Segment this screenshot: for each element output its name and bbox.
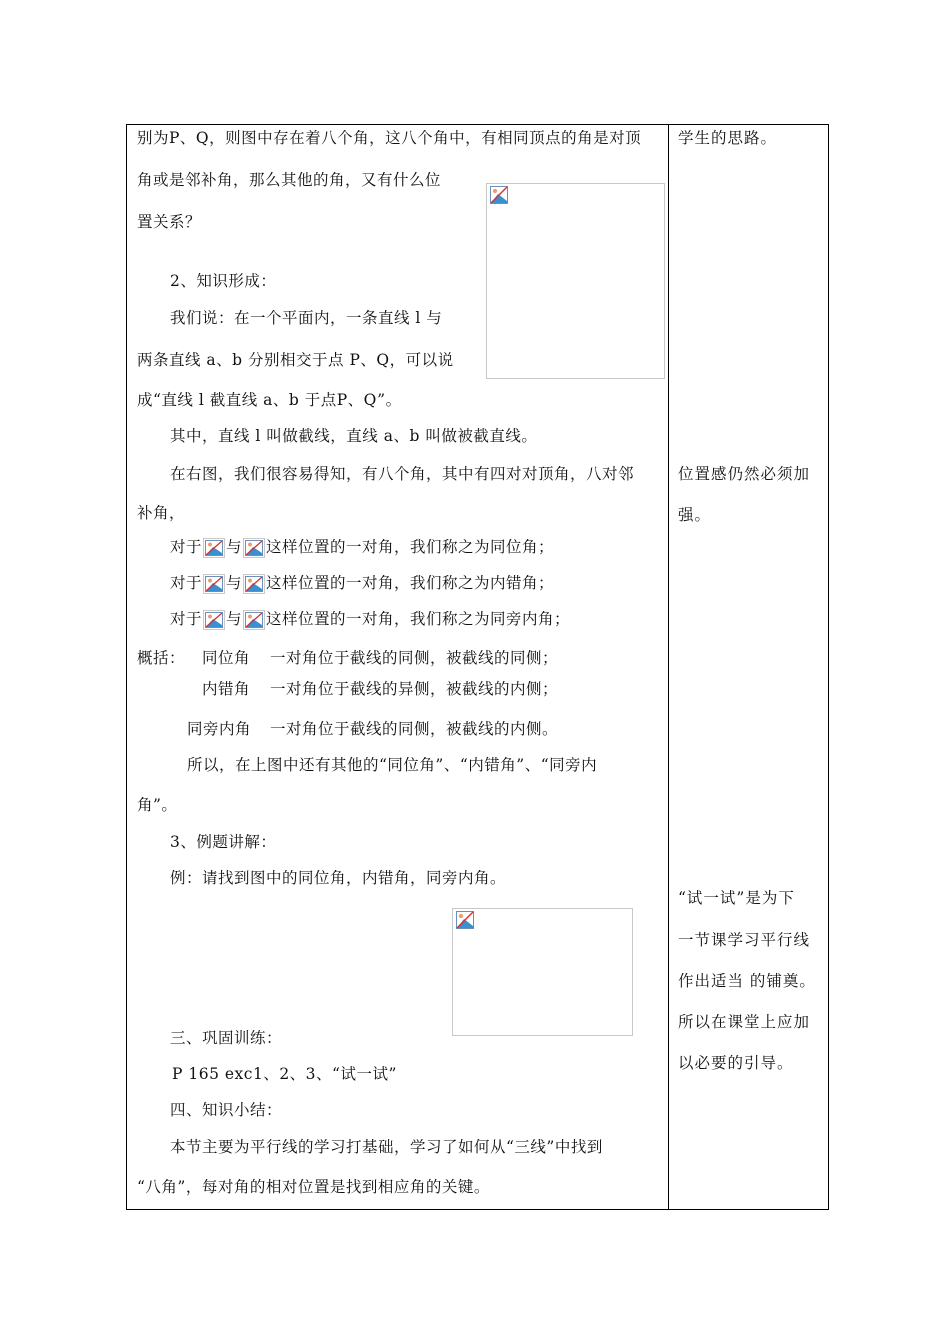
among-line: 其中，直线 l 叫做截线，直线 a、b 叫做被截直线。	[170, 427, 538, 445]
summary-term-alternate: 内错角	[202, 680, 251, 698]
so-line-2: 角”。	[137, 796, 178, 814]
side-note-2-line-2: 强。	[678, 506, 712, 524]
section-three-title: 三、巩固训练：	[170, 1029, 283, 1047]
pair-row-interior	[170, 609, 570, 630]
side-note-3-line-2: 一节课学习平行线	[678, 931, 811, 949]
conclusion-line-1: 本节主要为平行线的学习打基础，学习了如何从“三线”中找到	[170, 1138, 603, 1156]
diagram-image-1	[486, 183, 665, 379]
angle-image-icon	[243, 574, 265, 594]
broken-image-icon	[490, 186, 508, 204]
pair-suffix-interior: 这样位置的一对角，我们称之为同旁内角；	[266, 610, 571, 628]
exercise-line: P 165 exc1、2、3、“试一试”	[172, 1065, 397, 1083]
pair-and: 与	[226, 538, 243, 556]
angle-image-icon	[243, 538, 265, 558]
right-figure-line-1: 在右图，我们很容易得知，有八个角，其中有四对对顶角，八对邻	[170, 465, 635, 483]
diagram-image-2	[452, 908, 633, 1036]
side-note-1: 学生的思路。	[678, 129, 778, 147]
pair-and: 与	[226, 574, 243, 592]
summary-label: 概括：	[137, 649, 186, 667]
summary-desc-corresponding: 一对角位于截线的同侧，被截线的同侧；	[270, 649, 559, 667]
pair-prefix: 对于	[170, 610, 203, 628]
side-note-3-line-1: “试一试”是为下	[678, 889, 795, 907]
example-line: 例：请找到图中的同位角，内错角，同旁内角。	[170, 869, 507, 887]
pair-suffix-corresponding: 这样位置的一对角，我们称之为同位角；	[266, 538, 555, 556]
section-four-title: 四、知识小结：	[170, 1101, 283, 1119]
conclusion-line-2: “八角”，每对角的相对位置是找到相应角的关键。	[137, 1178, 490, 1196]
summary-desc-alternate: 一对角位于截线的异侧，被截线的内侧；	[270, 680, 559, 698]
pair-suffix-alternate: 这样位置的一对角，我们称之为内错角；	[266, 574, 555, 592]
main-line-1: 别为P、Q，则图中存在着八个角，这八个角中，有相同顶点的角是对顶	[137, 129, 642, 147]
pair-and: 与	[226, 610, 243, 628]
angle-image-icon	[203, 610, 225, 630]
section-2-title: 2、知识形成：	[170, 272, 277, 290]
side-note-3-line-5: 以必要的引导。	[678, 1054, 794, 1072]
main-line-3: 置关系？	[137, 213, 202, 231]
pair-row-alternate	[170, 573, 554, 594]
we-say-line-1: 我们说：在一个平面内，一条直线 l 与	[170, 309, 443, 327]
column-divider	[668, 124, 669, 1210]
side-note-2-line-1: 位置感仍然必须加	[678, 465, 811, 483]
so-line-1: 所以，在上图中还有其他的“同位角”、“内错角”、“同旁内	[187, 756, 598, 774]
pair-row-corresponding	[170, 537, 554, 558]
side-note-3-line-4: 所以在课堂上应加	[678, 1013, 811, 1031]
side-note-3-line-3: 作出适当 的铺奠。	[678, 972, 816, 990]
angle-image-icon	[203, 574, 225, 594]
we-say-line-3: 成“直线 l 截直线 a、b 于点P、Q”。	[137, 391, 402, 409]
section-3-title: 3、例题讲解：	[170, 833, 277, 851]
pair-prefix: 对于	[170, 574, 203, 592]
pair-prefix: 对于	[170, 538, 203, 556]
angle-image-icon	[203, 538, 225, 558]
broken-image-icon	[456, 911, 474, 929]
summary-term-corresponding: 同位角	[202, 649, 251, 667]
we-say-line-2: 两条直线 a、b 分别相交于点 P、Q，可以说	[137, 351, 454, 369]
main-line-2: 角或是邻补角，那么其他的角，又有什么位	[137, 171, 442, 189]
angle-image-icon	[243, 610, 265, 630]
right-figure-line-2: 补角，	[137, 504, 186, 522]
summary-desc-interior: 一对角位于截线的同侧，被截线的内侧。	[270, 720, 559, 738]
summary-term-interior: 同旁内角	[187, 720, 252, 738]
